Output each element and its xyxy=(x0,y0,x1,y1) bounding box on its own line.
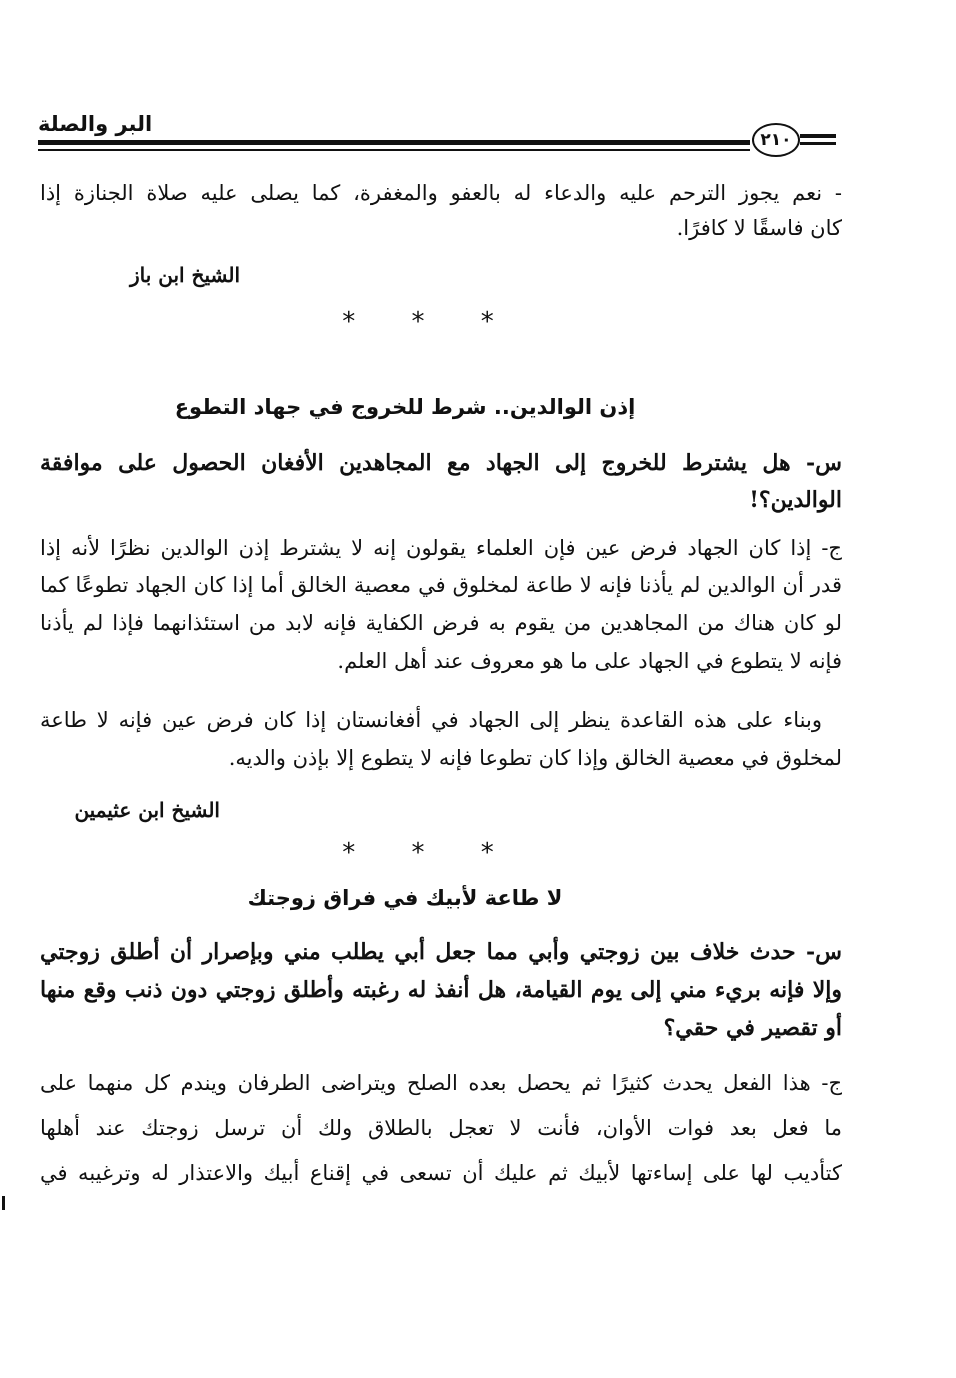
page-number-badge: ٢١٠ xyxy=(752,123,800,157)
header-ornament-dash xyxy=(800,142,836,145)
paragraph-line: - نعم يجوز الترحم عليه والدعاء له بالعفو والمغفرة، كما يصلى عليه صلاة الجنازة إذا xyxy=(40,181,842,205)
separator-stars: * * * xyxy=(342,838,518,868)
signature-ibn-uthaymeen: الشيخ ابن عثيمين xyxy=(74,798,220,822)
question-line: س- حدث خلاف بين زوجتي وأبي مما جعل أبي يطلب مني وبإصرار أن أطلق زوجتي xyxy=(40,939,842,965)
question-line: وإلا فإنه بريء مني إلى يوم القيامة، هل أنفذ له رغبته وأطلق زوجتي دون ذنب وقع منها xyxy=(40,977,842,1003)
header-ornament-dash xyxy=(800,134,836,138)
answer-line: ما فعل بعد فوات الأوان، فأنت لا تعجل بالطلاق ولك أن ترسل زوجتك عند أهلها xyxy=(40,1116,842,1140)
answer-line: ج- هذا الفعل يحدث كثيرًا ثم يحصل بعده الصلح ويتراضى الطرفان ويندم كل منهما على xyxy=(40,1071,842,1095)
separator-stars: * * * xyxy=(342,307,518,337)
answer-line: فإنه لا يتطوع في الجهاد على ما هو معروف عند أهل العلم. xyxy=(337,649,842,673)
question-line: أو تقصير في حقي؟ xyxy=(663,1015,842,1041)
signature-ibn-baz: الشيخ ابن باز xyxy=(129,263,240,287)
section-title: لا طاعة لأبيك في فراق زوجتك xyxy=(247,886,563,910)
running-header-book-title: البر والصلة xyxy=(38,112,153,136)
answer-line: كتأديب لها على إساءتها لأبيك ثم عليك أن تسعى في إقناع أبيك والاعتذار له وترغيبه في xyxy=(40,1161,842,1185)
answer-line: ج- إذا كان الجهاد فرض عين فإن العلماء يقولون إنه لا يشترط إذن الوالدين نظرًا لأنه إذا xyxy=(40,536,842,560)
header-rule-thick xyxy=(38,140,750,145)
answer-line: قدر أن الوالدين لم يأذنا فإنه لا طاعة لمخلوق في معصية الخالق أما إذا كان الجهاد تطوعًا كما xyxy=(40,573,842,597)
section-title: إذن الوالدين.. شرط للخروج في جهاد التطوع xyxy=(174,395,636,419)
paragraph-line: كان فاسقًا لا كافرًا. xyxy=(676,216,842,240)
header-rule-thin xyxy=(38,149,750,151)
question-line: الوالدين؟! xyxy=(749,487,842,513)
answer-line: وبناء على هذه القاعدة ينظر إلى الجهاد في أفغانستان إذا كان فرض عين فإنه لا طاعة xyxy=(40,708,822,732)
answer-line: لمخلوق في معصية الخالق وإذا كان تطوعا فإنه لا يتطوع إلا بإذن والديه. xyxy=(228,746,842,770)
margin-mark xyxy=(2,1196,5,1210)
question-line: س- هل يشترط للخروج إلى الجهاد مع المجاهدين الأفغان الحصول على موافقة xyxy=(40,450,842,476)
answer-line: لو كان هناك من المجاهدين من يقوم به فرض الكفاية فإنه لابد من استئذانهما فإذا لم يأذنا xyxy=(40,611,842,635)
